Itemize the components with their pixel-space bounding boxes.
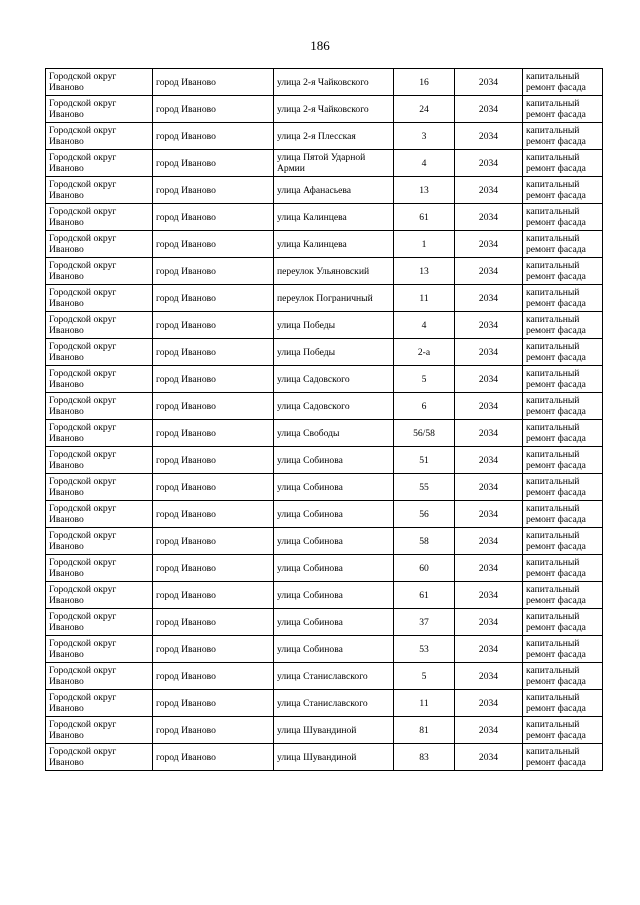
settlement-cell: город Иваново xyxy=(153,312,274,339)
table-row xyxy=(46,177,603,204)
municipal-district-cell: Городской округ Иваново xyxy=(46,150,153,177)
planned-year-cell: 2034 xyxy=(455,231,523,258)
work-type-cell: капитальный ремонт фасада xyxy=(523,312,603,339)
table-row xyxy=(46,420,603,447)
work-type-cell: капитальный ремонт фасада xyxy=(523,258,603,285)
settlement-cell: город Иваново xyxy=(153,69,274,96)
settlement-cell: город Иваново xyxy=(153,393,274,420)
planned-year-cell: 2034 xyxy=(455,744,523,771)
house-number-cell: 51 xyxy=(394,447,455,474)
table-row xyxy=(46,609,603,636)
street-cell: улица Шувандиной xyxy=(274,717,394,744)
street-cell: улица Собинова xyxy=(274,474,394,501)
planned-year-cell: 2034 xyxy=(455,312,523,339)
settlement-cell: город Иваново xyxy=(153,636,274,663)
municipal-district-cell: Городской округ Иваново xyxy=(46,258,153,285)
municipal-district-cell: Городской округ Иваново xyxy=(46,123,153,150)
municipal-district-cell: Городской округ Иваново xyxy=(46,663,153,690)
municipal-district-cell: Городской округ Иваново xyxy=(46,285,153,312)
table-row xyxy=(46,123,603,150)
municipal-district-cell: Городской округ Иваново xyxy=(46,177,153,204)
table-row xyxy=(46,393,603,420)
municipal-district-cell: Городской округ Иваново xyxy=(46,555,153,582)
planned-year-cell: 2034 xyxy=(455,717,523,744)
table-row xyxy=(46,690,603,717)
work-type-cell: капитальный ремонт фасада xyxy=(523,393,603,420)
house-number-cell: 58 xyxy=(394,528,455,555)
planned-year-cell: 2034 xyxy=(455,474,523,501)
page-number: 186 xyxy=(310,38,330,53)
work-type-cell: капитальный ремонт фасада xyxy=(523,339,603,366)
planned-year-cell: 2034 xyxy=(455,420,523,447)
settlement-cell: город Иваново xyxy=(153,150,274,177)
settlement-cell: город Иваново xyxy=(153,204,274,231)
planned-year-cell: 2034 xyxy=(455,663,523,690)
street-cell: улица Свободы xyxy=(274,420,394,447)
municipal-district-cell: Городской округ Иваново xyxy=(46,717,153,744)
house-number-cell: 61 xyxy=(394,582,455,609)
work-type-cell: капитальный ремонт фасада xyxy=(523,555,603,582)
house-number-cell: 5 xyxy=(394,663,455,690)
work-type-cell: капитальный ремонт фасада xyxy=(523,690,603,717)
municipal-district-cell: Городской округ Иваново xyxy=(46,420,153,447)
work-type-cell: капитальный ремонт фасада xyxy=(523,177,603,204)
municipal-district-cell: Городской округ Иваново xyxy=(46,636,153,663)
table-row xyxy=(46,231,603,258)
municipal-district-cell: Городской округ Иваново xyxy=(46,447,153,474)
settlement-cell: город Иваново xyxy=(153,339,274,366)
house-number-cell: 3 xyxy=(394,123,455,150)
planned-year-cell: 2034 xyxy=(455,96,523,123)
table-row xyxy=(46,474,603,501)
street-cell: переулок Ульяновский xyxy=(274,258,394,285)
house-number-cell: 24 xyxy=(394,96,455,123)
work-type-cell: капитальный ремонт фасада xyxy=(523,501,603,528)
table-body xyxy=(46,69,603,771)
street-cell: улица Садовского xyxy=(274,393,394,420)
work-type-cell: капитальный ремонт фасада xyxy=(523,285,603,312)
planned-year-cell: 2034 xyxy=(455,528,523,555)
street-cell: улица Собинова xyxy=(274,528,394,555)
work-type-cell: капитальный ремонт фасада xyxy=(523,636,603,663)
settlement-cell: город Иваново xyxy=(153,474,274,501)
table-row xyxy=(46,96,603,123)
street-cell: улица Собинова xyxy=(274,636,394,663)
settlement-cell: город Иваново xyxy=(153,366,274,393)
planned-year-cell: 2034 xyxy=(455,150,523,177)
municipal-district-cell: Городской округ Иваново xyxy=(46,231,153,258)
settlement-cell: город Иваново xyxy=(153,609,274,636)
table-row xyxy=(46,366,603,393)
house-number-cell: 5 xyxy=(394,366,455,393)
work-type-cell: капитальный ремонт фасада xyxy=(523,123,603,150)
settlement-cell: город Иваново xyxy=(153,744,274,771)
table-row xyxy=(46,555,603,582)
table-row xyxy=(46,528,603,555)
municipal-district-cell: Городской округ Иваново xyxy=(46,69,153,96)
municipal-district-cell: Городской округ Иваново xyxy=(46,744,153,771)
municipal-district-cell: Городской округ Иваново xyxy=(46,96,153,123)
planned-year-cell: 2034 xyxy=(455,204,523,231)
settlement-cell: город Иваново xyxy=(153,96,274,123)
work-type-cell: капитальный ремонт фасада xyxy=(523,528,603,555)
house-number-cell: 16 xyxy=(394,69,455,96)
municipal-district-cell: Городской округ Иваново xyxy=(46,609,153,636)
table-row xyxy=(46,258,603,285)
street-cell: улица Садовского xyxy=(274,366,394,393)
house-number-cell: 4 xyxy=(394,312,455,339)
house-number-cell: 13 xyxy=(394,258,455,285)
planned-year-cell: 2034 xyxy=(455,690,523,717)
house-number-cell: 2-а xyxy=(394,339,455,366)
street-cell: улица Шувандиной xyxy=(274,744,394,771)
settlement-cell: город Иваново xyxy=(153,555,274,582)
housing-repair-table xyxy=(45,68,603,771)
settlement-cell: город Иваново xyxy=(153,123,274,150)
street-cell: улица Собинова xyxy=(274,609,394,636)
planned-year-cell: 2034 xyxy=(455,636,523,663)
work-type-cell: капитальный ремонт фасада xyxy=(523,96,603,123)
table-row xyxy=(46,501,603,528)
settlement-cell: город Иваново xyxy=(153,231,274,258)
street-cell: улица Победы xyxy=(274,339,394,366)
table-row xyxy=(46,204,603,231)
table-row xyxy=(46,717,603,744)
settlement-cell: город Иваново xyxy=(153,177,274,204)
street-cell: улица Собинова xyxy=(274,555,394,582)
street-cell: улица Станиславского xyxy=(274,690,394,717)
table-row xyxy=(46,285,603,312)
table-row xyxy=(46,312,603,339)
settlement-cell: город Иваново xyxy=(153,501,274,528)
work-type-cell: капитальный ремонт фасада xyxy=(523,582,603,609)
planned-year-cell: 2034 xyxy=(455,123,523,150)
planned-year-cell: 2034 xyxy=(455,582,523,609)
work-type-cell: капитальный ремонт фасада xyxy=(523,204,603,231)
table-row xyxy=(46,636,603,663)
table-row xyxy=(46,339,603,366)
settlement-cell: город Иваново xyxy=(153,663,274,690)
work-type-cell: капитальный ремонт фасада xyxy=(523,663,603,690)
house-number-cell: 81 xyxy=(394,717,455,744)
table-row xyxy=(46,582,603,609)
settlement-cell: город Иваново xyxy=(153,717,274,744)
house-number-cell: 6 xyxy=(394,393,455,420)
street-cell: улица Победы xyxy=(274,312,394,339)
municipal-district-cell: Городской округ Иваново xyxy=(46,312,153,339)
street-cell: улица Калинцева xyxy=(274,204,394,231)
street-cell: переулок Пограничный xyxy=(274,285,394,312)
house-number-cell: 56/58 xyxy=(394,420,455,447)
house-number-cell: 60 xyxy=(394,555,455,582)
municipal-district-cell: Городской округ Иваново xyxy=(46,366,153,393)
work-type-cell: капитальный ремонт фасада xyxy=(523,420,603,447)
planned-year-cell: 2034 xyxy=(455,393,523,420)
table-row xyxy=(46,663,603,690)
house-number-cell: 83 xyxy=(394,744,455,771)
house-number-cell: 53 xyxy=(394,636,455,663)
settlement-cell: город Иваново xyxy=(153,690,274,717)
settlement-cell: город Иваново xyxy=(153,420,274,447)
table-row xyxy=(46,447,603,474)
municipal-district-cell: Городской округ Иваново xyxy=(46,474,153,501)
planned-year-cell: 2034 xyxy=(455,258,523,285)
municipal-district-cell: Городской округ Иваново xyxy=(46,339,153,366)
table-row xyxy=(46,69,603,96)
street-cell: улица Калинцева xyxy=(274,231,394,258)
street-cell: улица Собинова xyxy=(274,582,394,609)
street-cell: улица Афанасьева xyxy=(274,177,394,204)
table-row xyxy=(46,150,603,177)
planned-year-cell: 2034 xyxy=(455,69,523,96)
work-type-cell: капитальный ремонт фасада xyxy=(523,447,603,474)
planned-year-cell: 2034 xyxy=(455,339,523,366)
house-number-cell: 13 xyxy=(394,177,455,204)
municipal-district-cell: Городской округ Иваново xyxy=(46,582,153,609)
settlement-cell: город Иваново xyxy=(153,582,274,609)
house-number-cell: 11 xyxy=(394,285,455,312)
planned-year-cell: 2034 xyxy=(455,285,523,312)
planned-year-cell: 2034 xyxy=(455,366,523,393)
house-number-cell: 56 xyxy=(394,501,455,528)
planned-year-cell: 2034 xyxy=(455,555,523,582)
planned-year-cell: 2034 xyxy=(455,447,523,474)
municipal-district-cell: Городской округ Иваново xyxy=(46,204,153,231)
table-row xyxy=(46,744,603,771)
work-type-cell: капитальный ремонт фасада xyxy=(523,717,603,744)
street-cell: улица 2-я Плесская xyxy=(274,123,394,150)
work-type-cell: капитальный ремонт фасада xyxy=(523,150,603,177)
settlement-cell: город Иваново xyxy=(153,285,274,312)
work-type-cell: капитальный ремонт фасада xyxy=(523,609,603,636)
street-cell: улица 2-я Чайковского xyxy=(274,96,394,123)
municipal-district-cell: Городской округ Иваново xyxy=(46,501,153,528)
street-cell: улица Собинова xyxy=(274,447,394,474)
house-number-cell: 61 xyxy=(394,204,455,231)
work-type-cell: капитальный ремонт фасада xyxy=(523,366,603,393)
street-cell: улица Станиславского xyxy=(274,663,394,690)
street-cell: улица Собинова xyxy=(274,501,394,528)
settlement-cell: город Иваново xyxy=(153,258,274,285)
street-cell: улица 2-я Чайковского xyxy=(274,69,394,96)
municipal-district-cell: Городской округ Иваново xyxy=(46,393,153,420)
municipal-district-cell: Городской округ Иваново xyxy=(46,528,153,555)
street-cell: улица Пятой Ударной Армии xyxy=(274,150,394,177)
house-number-cell: 11 xyxy=(394,690,455,717)
municipal-district-cell: Городской округ Иваново xyxy=(46,690,153,717)
house-number-cell: 55 xyxy=(394,474,455,501)
work-type-cell: капитальный ремонт фасада xyxy=(523,231,603,258)
house-number-cell: 4 xyxy=(394,150,455,177)
work-type-cell: капитальный ремонт фасада xyxy=(523,474,603,501)
house-number-cell: 37 xyxy=(394,609,455,636)
planned-year-cell: 2034 xyxy=(455,177,523,204)
planned-year-cell: 2034 xyxy=(455,501,523,528)
settlement-cell: город Иваново xyxy=(153,528,274,555)
work-type-cell: капитальный ремонт фасада xyxy=(523,744,603,771)
settlement-cell: город Иваново xyxy=(153,447,274,474)
house-number-cell: 1 xyxy=(394,231,455,258)
planned-year-cell: 2034 xyxy=(455,609,523,636)
work-type-cell: капитальный ремонт фасада xyxy=(523,69,603,96)
